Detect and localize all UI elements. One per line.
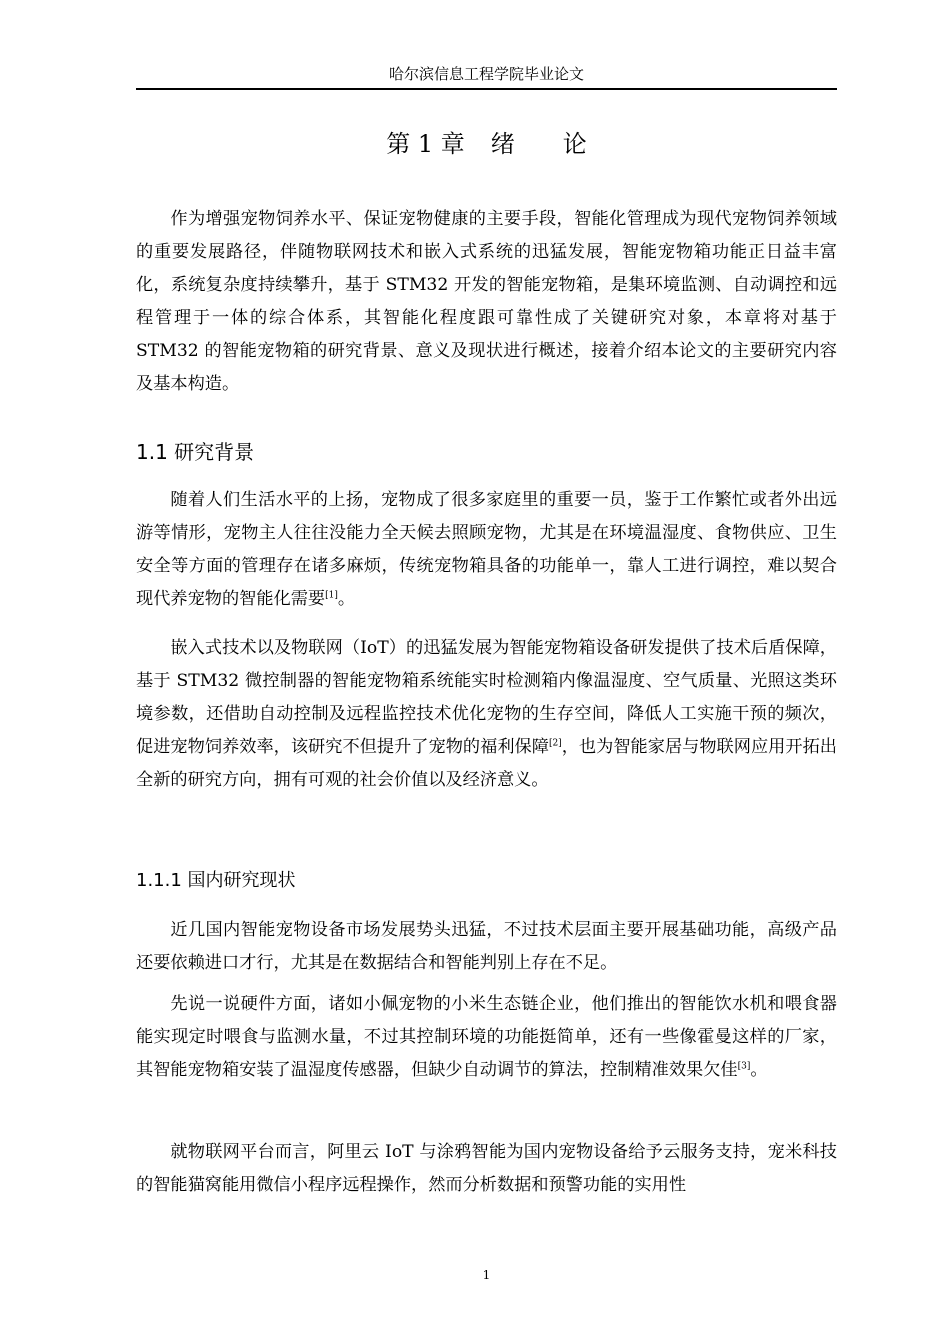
background-paragraph-2 — [136, 632, 837, 797]
chapter-title-part2: 论 — [562, 130, 587, 158]
citation-3: [3] — [737, 1061, 751, 1072]
citation-2: [2] — [548, 738, 562, 749]
header-rule — [136, 88, 837, 90]
domestic-paragraph-2 — [136, 988, 837, 1087]
background-paragraph-1 — [136, 484, 837, 616]
background-paragraph-2-end: ，也为智能家居与物联网应用开拓出全新的研究方向，拥有可观的社会价值以及经济意义。 — [136, 737, 837, 790]
running-header: 哈尔滨信息工程学院毕业论文 — [388, 65, 584, 83]
citation-1: [1] — [325, 590, 338, 601]
domestic-paragraph-2-text: 先说一说硬件方面，诸如小佩宠物的小米生态链企业，他们推出的智能饮水机和喂食器能实现定时喂食与监测水量，不过其控制环境的功能挺简单，还有一些像霍曼这样的厂家，其智能宠物箱安装了温湿度传感器，但缺少自动调节的算法，控制精准效果欠佳 — [136, 994, 837, 1080]
domestic-paragraph-2-end: 。 — [750, 1060, 768, 1080]
chapter-title-part1: 绪 — [490, 130, 515, 158]
domestic-paragraph-1: 近几国内智能宠物设备市场发展势头迅猛，不过技术层面主要开展基础功能，高级产品还要依赖进口才行，尤其是在数据结合和智能判别上存在不足。 — [136, 920, 837, 973]
section-heading-1-1: 1.1 研究背景 — [136, 440, 255, 464]
background-paragraph-1-text: 随着人们生活水平的上扬，宠物成了很多家庭里的重要一员，鉴于工作繁忙或者外出远游等情形，宠物主人往往没能力全天候去照顾宠物，尤其是在环境温湿度、食物供应、卫生安全等方面的管理存在诸多麻烦，传统宠物箱具备的功能单一，靠人工进行调控，难以契合现代养宠物的智能化需要 — [136, 490, 837, 609]
intro-paragraph: 作为增强宠物饲养水平、保证宠物健康的主要手段，智能化管理成为现代宠物饲养领域的重要发展路径，伴随物联网技术和嵌入式系统的迅猛发展，智能宠物箱功能正日益丰富化，系统复杂度持续攀升，基于 STM32 开发的智能宠物箱，是集环境监测、自动调控和远程管理于一体的综合体系，其智能化程度跟可靠性成了关键研究对象，本章将对基于 STM32 的智能宠物箱的研究背景、意义及现状进行概述，接着介绍本论文的主要研究内容及基本构造。 — [136, 209, 837, 394]
background-paragraph-1-end: 。 — [337, 589, 356, 609]
domestic-paragraph-3: 就物联网平台而言，阿里云 IoT 与涂鸦智能为国内宠物设备给予云服务支持，宠米科技的智能猫窝能用微信小程序远程操作，然而分析数据和预警功能的实用性 — [136, 1142, 837, 1195]
chapter-number: 第 1 章 — [386, 130, 465, 158]
background-paragraph-2-text: 嵌入式技术以及物联网（IoT）的迅猛发展为智能宠物箱设备研发提供了技术后盾保障，基于 STM32 微控制器的智能宠物箱系统能实时检测箱内像温湿度、空气质量、光照这类环境参数，还借助自动控制及远程监控技术优化宠物的生存空间，降低人工实施干预的频次，促进宠物饲养效率，该研究不但提升了宠物的福利保障 — [136, 638, 837, 757]
chapter-title — [136, 126, 837, 162]
page-number: 1 — [482, 1268, 491, 1282]
section-heading-1-1-1: 1.1.1 国内研究现状 — [136, 870, 296, 891]
